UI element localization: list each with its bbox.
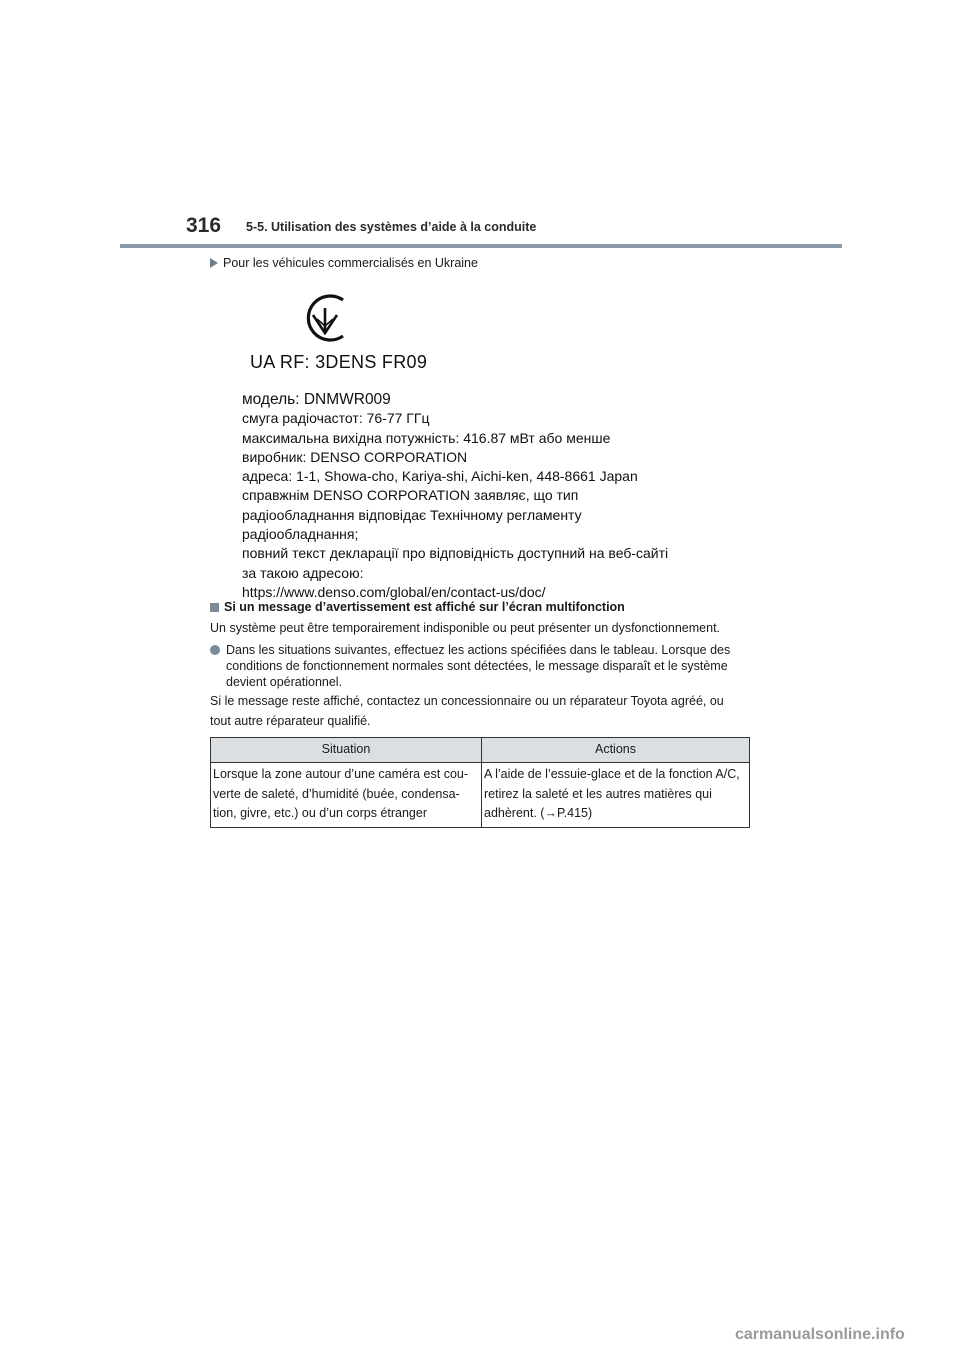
cell-line: retirez la saleté et les autres matières qui [484,786,712,801]
cert-line: радіообладнання відповідає Технічному регламенту [242,506,582,523]
cert-line: за такою адресою: [242,564,364,581]
cert-line: модель: DNMWR009 [242,391,391,408]
cell-line: A l’aide de l’essuie-glace et de la fonction A/C, [484,767,740,781]
situation-cell [211,763,482,828]
cert-line: смуга радіочастот: 76-77 ГГц [242,410,430,427]
cell-line: Lorsque la zone autour d’une caméra est cou- [213,767,469,781]
cert-line: справжнім DENSO CORPORATION заявляє, що тип [242,487,579,504]
section-heading-text: Si un message d’avertissement est affiché sur l’écran multifonction [224,600,625,614]
cert-line: виробник: DENSO CORPORATION [242,448,468,465]
cell-line: tion, givre, etc.) ou d’un corps étranger [213,806,428,820]
cell-line: adhèrent. (→P.415) [484,806,593,820]
paragraph: Un système peut être temporairement indisponible ou peut présenter un dysfonctionnement. [210,621,721,635]
bullet-text: Dans les situations suivantes, effectuez les actions spécifiées dans le tableau. Lorsque des conditions de fonctionnement normales sont détectées, le message disparaît et le système devient opérationnel. [226,643,731,689]
intro-line [210,256,478,270]
cert-line: максимальна вихідна потужність: 416.87 мВт або менше [242,429,611,446]
intro-text: Pour les véhicules commercialisés en Ukraine [223,256,478,270]
cert-line: адреса: 1-1, Showa-cho, Kariya-shi, Aichi-ken, 448-8661 Japan [242,468,638,485]
table-row [211,763,750,828]
ukraine-certificate [236,284,716,600]
page-number: 316 [186,214,222,237]
actions-cell [482,763,750,828]
circle-bullet-icon [210,645,220,655]
ua-conformity-mark-icon [299,288,351,348]
bullet-item [210,642,750,690]
column-header-situation: Situation [211,738,482,763]
chapter-title: 5-5. Utilisation des systèmes d’aide à la conduite [246,220,537,234]
paragraph: tout autre réparateur qualifié. [210,714,371,728]
table-header-row [211,738,750,763]
certificate-text [242,390,668,602]
square-bullet-icon [210,603,219,612]
cert-line: радіообладнання; [242,526,359,543]
paragraph: Si le message reste affiché, contactez un concessionnaire ou un réparateur Toyota agréé, ou [210,694,724,708]
column-header-actions: Actions [482,738,750,763]
watermark: carmanualsonline.info [735,1326,905,1343]
cell-line: verte de saleté, d’humidité (buée, condensa- [213,786,460,801]
triangle-bullet-icon [210,258,218,268]
situation-table [210,737,750,828]
cert-line: повний текст декларації про відповідність доступний на веб-сайті [242,545,669,562]
header-rule [120,244,842,248]
section-heading [210,600,625,614]
cert-line: https://www.denso.com/global/en/contact-us/doc/ [242,583,546,600]
ua-rf-code: UA RF: 3DENS FR09 [250,352,428,372]
